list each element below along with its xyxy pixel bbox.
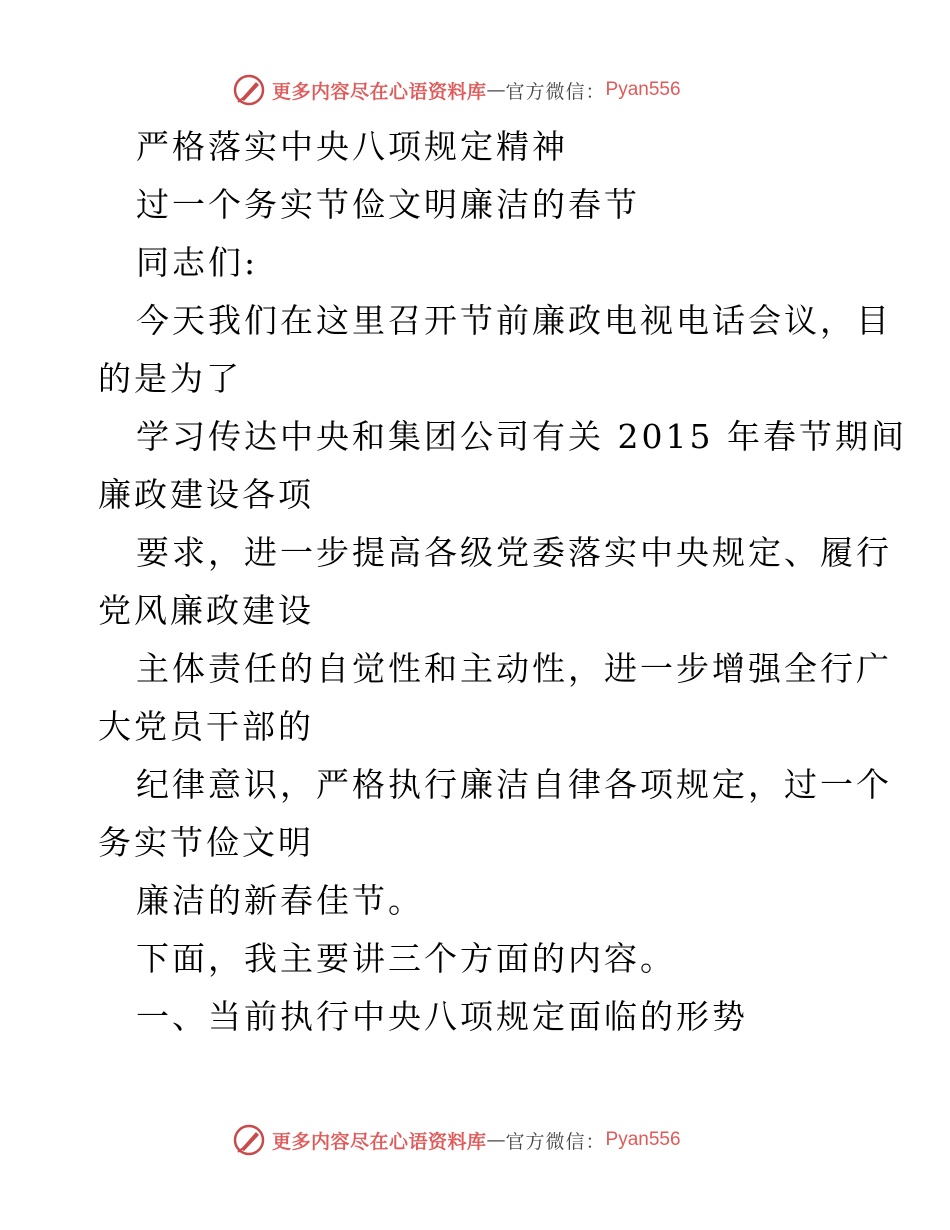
paragraph-line: 务实节俭文明: [98, 823, 314, 862]
footer-watermark: [232, 1122, 681, 1158]
watermark-text: 更多内容尽在心语资料库: [272, 1130, 487, 1153]
paragraph-line: 今天我们在这里召开节前廉政电视电话会议，目: [136, 301, 892, 340]
watermark-official-label: 官方微信：: [505, 1130, 606, 1153]
paragraph-line: 的是为了: [98, 359, 242, 398]
watermark-official-label: 官方微信：: [505, 80, 606, 103]
quill-logo-icon: [232, 73, 266, 107]
header-watermark: [232, 72, 681, 108]
watermark-separator: —: [486, 1129, 506, 1151]
paragraph-line: 党风廉政建设: [98, 591, 314, 630]
paragraph-line: 学习传达中央和集团公司有关 2015 年春节期间: [136, 417, 907, 456]
paragraph-line: 下面，我主要讲三个方面的内容。: [136, 939, 676, 978]
quill-logo-icon: [232, 1123, 266, 1157]
watermark-wechat-id: Pyan556: [605, 1129, 681, 1150]
salutation: 同志们:: [136, 243, 259, 282]
paragraph-line: 廉洁的新春佳节。: [136, 881, 424, 920]
paragraph-line: 要求，进一步提高各级党委落实中央规定、履行: [136, 533, 892, 572]
paragraph-line: 主体责任的自觉性和主动性，进一步增强全行广: [136, 649, 892, 688]
paragraph-line: 大党员干部的: [98, 707, 314, 746]
document-body: [98, 118, 907, 1046]
watermark-wechat-id: Pyan556: [605, 79, 681, 100]
paragraph-line: 廉政建设各项: [98, 475, 314, 514]
watermark-separator: —: [486, 79, 506, 101]
section-heading: 一、当前执行中央八项规定面临的形势: [136, 997, 748, 1036]
doc-title-line-2: 过一个务实节俭文明廉洁的春节: [136, 185, 640, 224]
paragraph-line: 纪律意识，严格执行廉洁自律各项规定，过一个: [136, 765, 892, 804]
doc-title-line-1: 严格落实中央八项规定精神: [136, 127, 568, 166]
watermark-text: 更多内容尽在心语资料库: [272, 80, 487, 103]
